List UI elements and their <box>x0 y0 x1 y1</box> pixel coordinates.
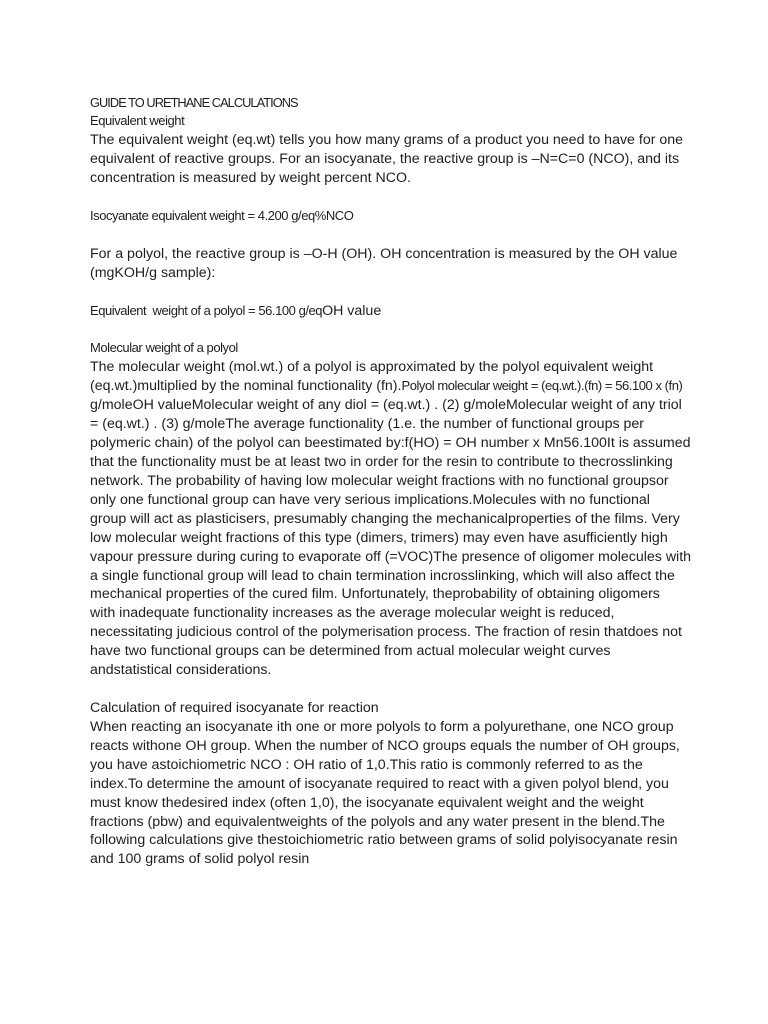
paragraph-equivalent-weight-definition <box>90 131 750 188</box>
paragraph-line: = (eq.wt.) . (3) g/moleThe average functionality (1.e. the number of functional groups per <box>90 416 644 433</box>
isocyanate-equivalent-weight-formula: Isocyanate equivalent weight = 4.200 g/eq%NCO <box>90 208 354 224</box>
paragraph-line: equivalent of reactive groups. For an isocyanate, the reactive group is –N=C=0 (NCO), and its <box>90 151 680 168</box>
paragraph-line: necessitating judicious control of the polymerisation process. The fraction of resin thatdoes not <box>90 624 682 641</box>
paragraph-line: only one functional group can have very serious implications.Molecules with no functional <box>90 491 650 508</box>
paragraph-line: low molecular weight fractions of this type (dimers, trimers) may even have asufficiently high <box>90 529 668 546</box>
paragraph-line: (mgKOH/g sample): <box>90 264 216 281</box>
paragraph-line: andstatistical considerations. <box>90 662 272 679</box>
paragraph-line: network. The probability of having low molecular weight fractions with no functional groupsor <box>90 472 669 489</box>
paragraph-line: you have astoichiometric NCO : OH ratio of 1,0.This ratio is commonly referred to as the <box>90 756 643 773</box>
paragraph-line: g/moleOH valueMolecular weight of any diol = (eq.wt.) . (2) g/moleMolecular weight of any triol <box>90 397 682 414</box>
paragraph-line: fractions (pbw) and equivalentweights of the polyols and any water present in the blend.The <box>90 813 665 830</box>
paragraph-text: (eq.wt.)multiplied by the nominal functionality (fn). <box>90 378 402 395</box>
document-body <box>90 94 750 870</box>
paragraph-line: For a polyol, the reactive group is –O-H (OH). OH concentration is measured by the OH value <box>90 245 678 262</box>
paragraph-line: that the functionality must be at least two in order for the resin to contribute to thecrosslinking <box>90 454 673 471</box>
paragraph-line: vapour pressure during curing to evaporate off (=VOC)The presence of oligomer molecules with <box>90 548 692 565</box>
section-heading-molecular-weight: Molecular weight of a polyol <box>90 340 238 356</box>
section-heading-isocyanate-calculation: Calculation of required isocyanate for reaction <box>90 700 379 716</box>
paragraph-line: index.To determine the amount of isocyanate required to react with a given polyol blend, you <box>90 775 669 792</box>
polyol-equivalent-weight-formula <box>90 302 750 321</box>
section-heading-equivalent-weight: Equivalent weight <box>90 113 185 129</box>
paragraph-line <box>90 377 750 396</box>
paragraph-line: reacts withone OH group. When the number of NCO groups equals the number of OH groups, <box>90 737 680 754</box>
paragraph-line: group will act as plasticisers, presumably changing the mechanicalproperties of the films. Very <box>90 510 680 527</box>
polyol-molecular-weight-formula: Polyol molecular weight = (eq.wt.).(fn) = 56.100 x (fn) <box>401 378 683 394</box>
paragraph-line: The equivalent weight (eq.wt) tells you how many grams of a product you need to have for one <box>90 132 684 149</box>
paragraph-polyol-reactive-group <box>90 245 750 283</box>
paragraph-isocyanate-calculation <box>90 718 750 869</box>
paragraph-line: must know thedesired index (often 1,0), the isocyanate equivalent weight and the weight <box>90 794 644 811</box>
paragraph-line: with inadequate functionality increases as the average molecular weight is reduced, <box>90 605 615 622</box>
paragraph-line: When reacting an isocyanate ith one or more polyols to form a polyurethane, one NCO group <box>90 718 674 735</box>
paragraph-line: following calculations give thestoichiometric ratio between grams of solid polyisocyanate resin <box>90 832 678 849</box>
paragraph-line: The molecular weight (mol.wt.) of a polyol is approximated by the polyol equivalent weight <box>90 359 654 376</box>
polyol-formula-tail: OH value <box>322 302 382 319</box>
paragraph-molecular-weight <box>90 358 750 680</box>
paragraph-line: have two functional groups can be determined from actual molecular weight curves <box>90 643 611 660</box>
paragraph-line: a single functional group will lead to chain termination incrosslinking, which will also affect the <box>90 567 675 584</box>
document-title: GUIDE TO URETHANE CALCULATIONS <box>90 94 298 110</box>
paragraph-line: concentration is measured by weight percent NCO. <box>90 170 411 187</box>
paragraph-line: mechanical properties of the cured film. Unfortunately, theprobability of obtaining oligomers <box>90 586 660 603</box>
polyol-formula-main: Equivalent weight of a polyol = 56.100 g/eq <box>90 302 323 318</box>
paragraph-line: and 100 grams of solid polyol resin <box>90 851 310 868</box>
paragraph-line: polymeric chain) of the polyol can beestimated by:f(HO) = OH number x Mn56.100It is assumed <box>90 435 691 452</box>
